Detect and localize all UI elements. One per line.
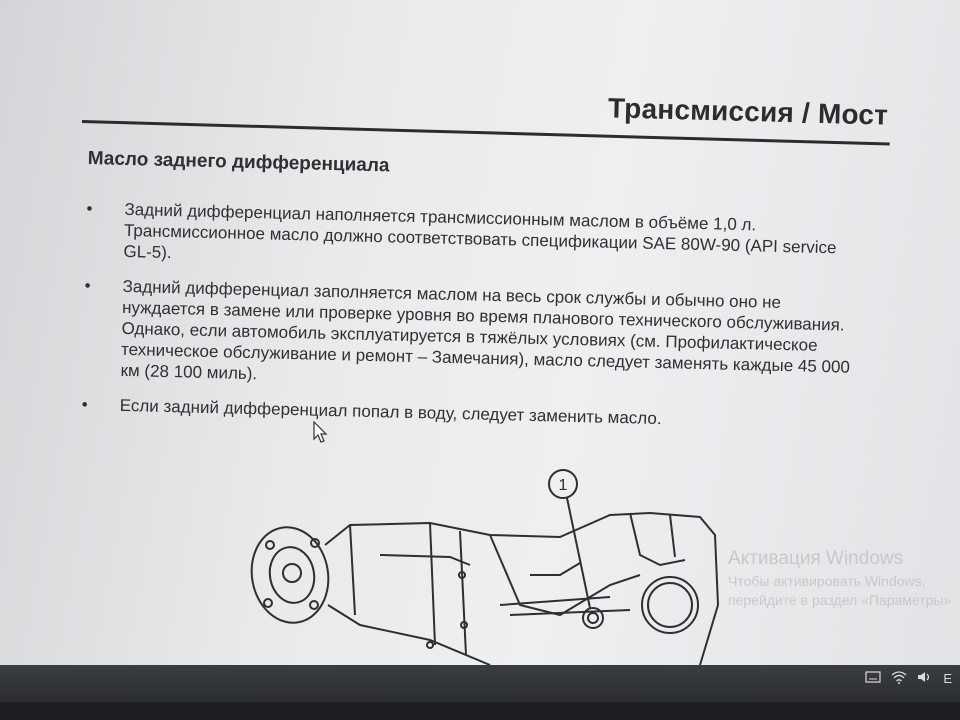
volume-icon[interactable] bbox=[917, 670, 933, 687]
list-item bbox=[85, 198, 864, 280]
keyboard-icon[interactable] bbox=[865, 671, 881, 686]
wifi-icon[interactable] bbox=[891, 670, 907, 687]
language-indicator[interactable]: E bbox=[943, 671, 952, 686]
page-title: Трансмиссия / Мост bbox=[607, 92, 889, 131]
bullet-dot: • bbox=[86, 198, 93, 219]
taskbar bbox=[0, 665, 960, 720]
watermark-line3: перейдите в раздел «Параметры» bbox=[728, 592, 952, 608]
windows-activation-watermark bbox=[728, 548, 951, 608]
bullet-list bbox=[81, 198, 886, 434]
mouse-cursor-icon bbox=[313, 421, 329, 450]
list-item bbox=[82, 275, 862, 399]
content-area bbox=[81, 148, 888, 448]
monitor-bezel bbox=[0, 702, 960, 720]
bullet-text: Задний дифференциал заполняется маслом на весь срок службы и обычно оно не нуждается в замене или проверке уровня во время планового технического обслуживания. Однако, если автомобиль эксплуатируется в тяжёлых условиях (см. Профилактическое техническое обслуживание и ремонт – Замечания), масло следует заменять каждые 45 000 км (28 100 миль). bbox=[120, 276, 851, 384]
differential-diagram bbox=[230, 465, 760, 665]
list-item bbox=[81, 394, 859, 434]
callout-number: 1 bbox=[558, 477, 568, 494]
section-heading: Масло заднего дифференциала bbox=[87, 148, 390, 177]
bullet-text: Если задний дифференциал попал в воду, следует заменить масло. bbox=[119, 395, 662, 429]
watermark-line2: Чтобы активировать Windows, bbox=[728, 573, 926, 589]
bullet-dot: • bbox=[84, 275, 91, 296]
bullet-text: Задний дифференциал наполняется трансмиссионным маслом в объёме 1,0 л. Трансмиссионное масло должно соответствовать спецификации SAE 80W-90 (API service GL-5). bbox=[123, 199, 837, 263]
system-tray bbox=[865, 670, 952, 687]
bullet-dot: • bbox=[81, 394, 88, 415]
watermark-title: Активация Windows bbox=[728, 548, 904, 569]
